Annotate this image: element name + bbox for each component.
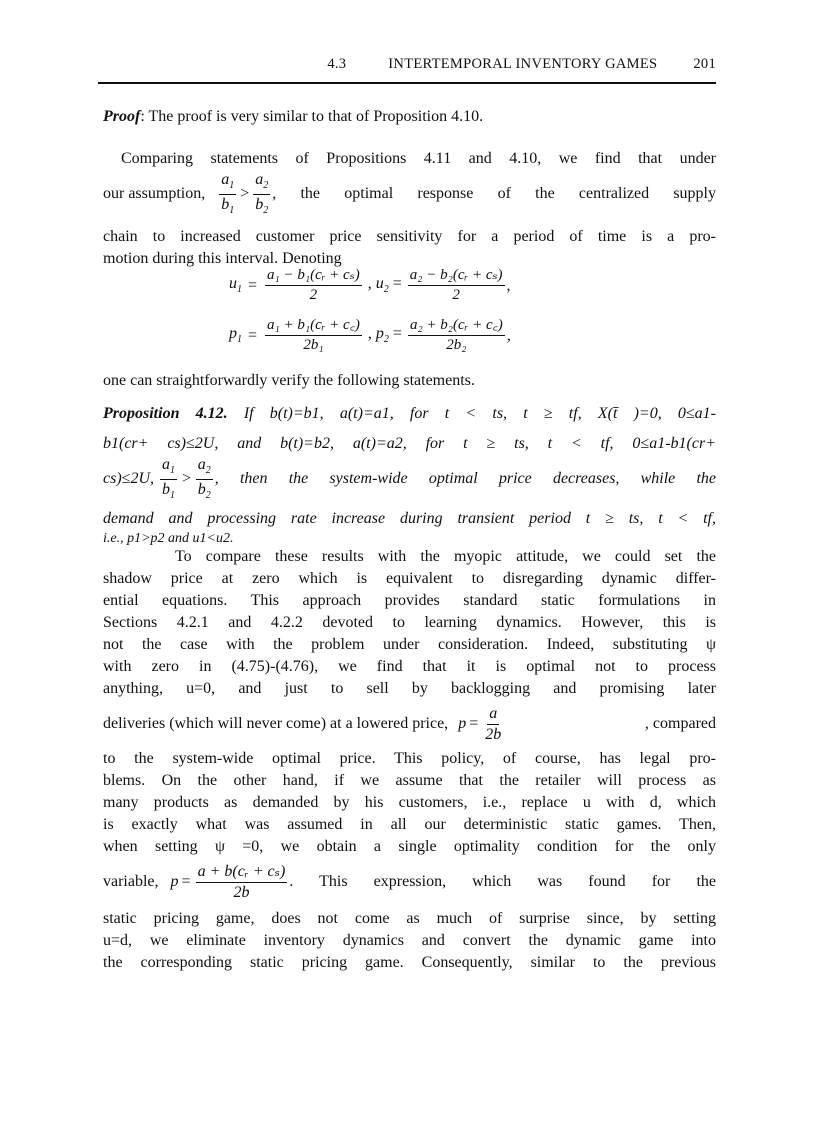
fraction-a2-b2: $\frac{a_2}{b_2}$: [255, 171, 269, 216]
text-line: one can straightforwardly verify the following statements.: [103, 372, 475, 389]
fraction-price-static: $\frac{\text{a + b(cᵣ + cₛ)}}{2b}$: [197, 862, 286, 901]
text-line: not the case with the problem under consideration. Indeed, substituting ψ: [103, 636, 716, 653]
text-line: b1(cr+ cs)≤2U, and b(t)=b2, a(t)=a2, for t ≥ ts, t < tf, 0≤a1-b1(cr+: [103, 435, 716, 452]
text-line: , the optimal response of the centralized supply: [272, 185, 716, 202]
fraction-price-myopic: $\frac{a}{2b}$: [485, 704, 502, 743]
paragraph-2: [103, 546, 716, 700]
text-line: when setting ψ =0, we obtain a single optimality condition for the only: [103, 838, 716, 855]
text-line: to the system-wide optimal price. This policy, of course, has legal pro-: [103, 750, 716, 767]
text-line: our assumption,: [103, 185, 206, 202]
text-line: i.e., p1>p2 and u1<u2.: [103, 531, 234, 546]
proof-paragraph: [103, 106, 716, 128]
text-line: If b(t)=b1, a(t)=a1, for t < ts, t ≥ tf, X(t̄ )=0, 0≤a1-: [243, 405, 716, 422]
text-line: with zero in (4.75)-(4.76), we find that it is optimal not to process: [103, 658, 716, 675]
text-line: shadow price at zero which is equivalent to disregarding dynamic differ-: [103, 570, 716, 587]
text-line: anything, u=0, and just to sell by backlogging and promising later: [103, 680, 716, 697]
fraction-u1: $\frac{\text{a₁ − b₁(cᵣ + cₛ)}}{2}$: [267, 267, 360, 303]
paragraph-2-line-14: variable, p = $\frac{\text{a + b(cᵣ + cₛ)}}{2b}$ . This expression, which was found for the: [103, 862, 716, 901]
proof-text: : The proof is very similar to that of Proposition 4.10.: [140, 108, 484, 125]
text-line: many products as demanded by his customers, i.e., replace u with d, which: [103, 794, 716, 811]
text-line: . This expression, which was found for the: [289, 873, 716, 890]
header-rule: [98, 82, 716, 84]
fraction-a1-b1: $\frac{a_1}{b_1}$: [221, 171, 235, 216]
text-line: blems. On the other hand, if we assume that the retailer will process as: [103, 772, 716, 789]
proposition-label: Proposition 4.12.: [103, 405, 228, 422]
text-line: Comparing statements of Propositions 4.11 and 4.10, we find that under: [121, 150, 716, 167]
fraction-a2-b2: $\frac{a_2}{b_2}$: [197, 456, 211, 501]
proposition-line-2: [103, 433, 716, 455]
fraction-u2: $\frac{\text{a₂ − b₂(cᵣ + cₛ)}}{2}$: [409, 267, 503, 303]
section-number: 4.3: [327, 56, 347, 72]
paragraph-2-end: [103, 908, 716, 974]
text-line: , then the system-wide optimal price decreases, while the: [214, 470, 716, 487]
paragraph-1-cont: [103, 226, 716, 270]
running-header: [327, 56, 716, 73]
equation-u: $u_1$ = $\frac{\text{a₁ − b₁(cᵣ + cₛ)}}{2}$ , $u_2$ = $\frac{\text{a₂ − b₂(cᵣ + cₛ)}}{2}$ ,: [229, 267, 511, 303]
proposition-4-12: [103, 403, 716, 425]
text-line: static pricing game, does not come as much of surprise since, by setting: [103, 910, 716, 927]
chapter-title: INTERTEMPORAL INVENTORY GAMES: [388, 56, 658, 72]
fraction-p2: $\frac{\text{a₂ + b₂(cᵣ + c꜀)}}{\text{2b₂}}$: [409, 317, 503, 353]
paragraph-2-line-8: deliveries (which will never come) at a lowered price, p = $\frac{a}{2b}$ , compared: [103, 704, 716, 743]
text-line: Sections 4.2.1 and 4.2.2 devoted to learning dynamics. However, this is: [103, 614, 716, 631]
paragraph-1-line-2: our assumption, $\frac{a_1}{b_1}$ > $\frac{a_2}{b_2}$ , the optimal response of the centralized supply: [103, 171, 716, 216]
text-line: ential equations. This approach provides standard static formulations in: [103, 592, 716, 609]
fraction-p1: $\frac{\text{a₁ + b₁(cᵣ + c꜀)}}{\text{2b₁}}$: [267, 317, 360, 353]
paragraph-2-cont: [103, 748, 716, 858]
text-line: To compare these results with the myopic attitude, we could set the: [175, 548, 716, 565]
proposition-line-3: cs)≤2U, $\frac{a_1}{b_1}$ > $\frac{a_2}{b_2}$ , then the system-wide optimal price decreases, while the: [103, 456, 716, 501]
text-line: u=d, we eliminate inventory dynamics and convert the dynamic game into: [103, 932, 716, 949]
text-line: cs)≤2U,: [103, 470, 154, 487]
text-line: variable,: [103, 873, 159, 890]
paragraph-1-end: [103, 370, 716, 392]
paragraph-1: [103, 148, 716, 170]
text-line: motion during this interval. Denoting: [103, 250, 342, 267]
fraction-a1-b1: $\frac{a_1}{b_1}$: [162, 456, 175, 501]
page-number: 201: [693, 56, 716, 72]
text-line: the corresponding static pricing game. Consequently, similar to the previous: [103, 954, 716, 971]
text-line: demand and processing rate increase during transient period t ≥ ts, t < tf,: [103, 510, 716, 527]
text-line: is exactly what was assumed in all our deterministic static games. Then,: [103, 816, 716, 833]
text-line: , compared: [644, 715, 716, 732]
proof-label: Proof: [103, 108, 141, 125]
proposition-cont: [103, 508, 716, 548]
equation-p: $p_1$ = $\frac{\text{a₁ + b₁(cᵣ + c꜀)}}{\text{2b₁}}$ , $p_2$ = $\frac{\text{a₂ + b₂(cᵣ + c꜀)}}{\text{2b₂}}$ ,: [229, 317, 511, 353]
text-line: chain to increased customer price sensitivity for a period of time is a pro-: [103, 228, 716, 245]
text-line: deliveries (which will never come) at a lowered price,: [103, 715, 449, 732]
